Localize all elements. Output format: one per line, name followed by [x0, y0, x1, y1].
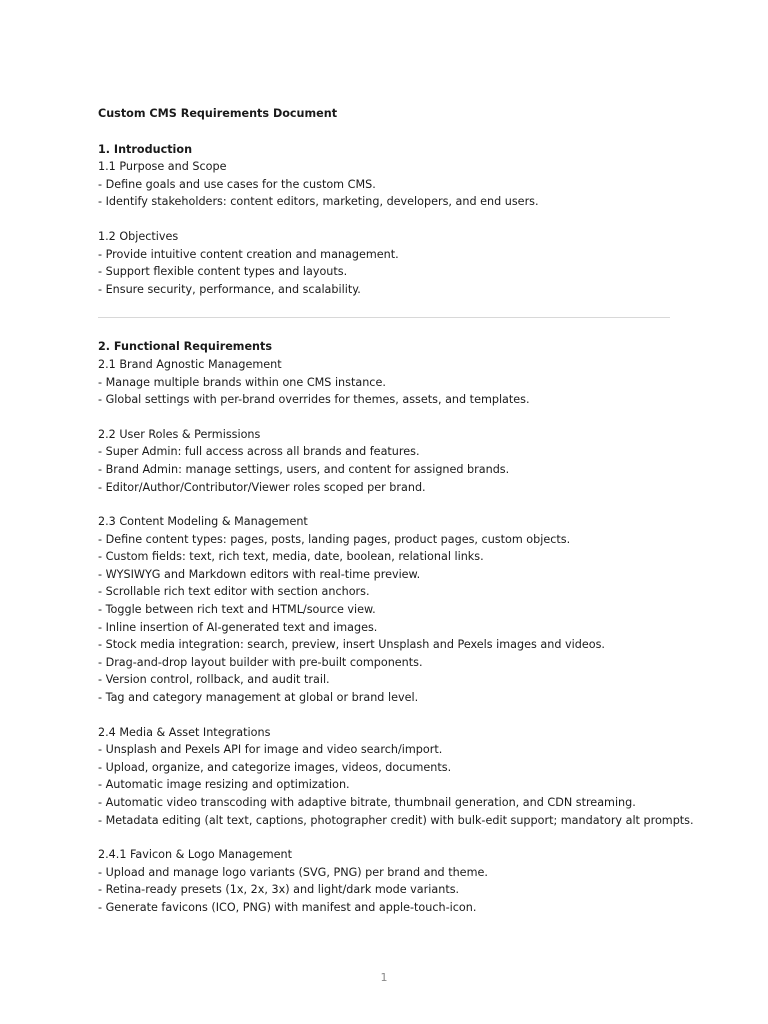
list-item: - Stock media integration: search, preview, insert Unsplash and Pexels images and videos.: [98, 638, 605, 652]
list-item: - Global settings with per-brand overrides for themes, assets, and templates.: [98, 393, 530, 407]
section-heading: 1. Introduction: [98, 142, 193, 156]
list-item: - Editor/Author/Contributor/Viewer roles scoped per brand.: [98, 480, 426, 494]
subsection-title: 1.2 Objectives: [98, 229, 179, 243]
page-number: 1: [380, 971, 388, 984]
subsection-objectives: [98, 228, 670, 298]
list-item: - Define goals and use cases for the custom CMS.: [98, 177, 376, 191]
section-divider: [98, 317, 670, 318]
list-item: - Automatic image resizing and optimization.: [98, 778, 350, 792]
list-item: - Custom fields: text, rich text, media, date, boolean, relational links.: [98, 550, 484, 564]
list-item: - WYSIWYG and Markdown editors with real-time preview.: [98, 567, 421, 581]
subsection-title: 2.4 Media & Asset Integrations: [98, 725, 271, 739]
section-functional-requirements: [98, 338, 694, 916]
list-item: - Metadata editing (alt text, captions, photographer credit) with bulk-edit support; mandatory alt prompts.: [98, 813, 694, 827]
subsection-brand-agnostic-management: [98, 356, 670, 409]
list-item: - Automatic video transcoding with adaptive bitrate, thumbnail generation, and CDN streaming.: [98, 796, 636, 809]
document-body: [98, 105, 694, 917]
list-item: - Toggle between rich text and HTML/source view.: [98, 603, 376, 617]
subsection-title: 2.4.1 Favicon & Logo Management: [98, 848, 293, 862]
list-item: - Upload, organize, and categorize images, videos, documents.: [98, 760, 452, 774]
list-item: - Unsplash and Pexels API for image and video search/import.: [98, 743, 443, 757]
subsection-title: 2.3 Content Modeling & Management: [98, 515, 308, 529]
subsection-title: 1.1 Purpose and Scope: [98, 160, 227, 174]
list-item: - Version control, rollback, and audit trail.: [98, 673, 330, 687]
list-item: - Tag and category management at global or brand level.: [98, 691, 419, 705]
subsection-title: 2.1 Brand Agnostic Management: [98, 357, 282, 371]
section-introduction: [98, 141, 670, 299]
list-item: - Define content types: pages, posts, landing pages, product pages, custom objects.: [98, 532, 571, 546]
list-item: - Manage multiple brands within one CMS instance.: [98, 375, 386, 389]
list-item: - Generate favicons (ICO, PNG) with manifest and apple-touch-icon.: [98, 900, 477, 914]
subsection-user-roles-permissions: [98, 426, 670, 496]
list-item: - Scrollable rich text editor with section anchors.: [98, 585, 370, 599]
document-title: Custom CMS Requirements Document: [98, 107, 338, 120]
list-item: - Super Admin: full access across all brands and features.: [98, 445, 420, 459]
list-item: - Support flexible content types and layouts.: [98, 265, 348, 279]
list-item: - Inline insertion of AI-generated text and images.: [98, 620, 378, 634]
subsection-favicon-logo-management: [98, 846, 670, 916]
list-item: - Identify stakeholders: content editors, marketing, developers, and end users.: [98, 195, 539, 209]
list-item: - Retina-ready presets (1x, 2x, 3x) and light/dark mode variants.: [98, 883, 460, 897]
subsection-content-modeling-management: [98, 513, 670, 707]
subsection-purpose-and-scope: [98, 158, 670, 211]
list-item: - Upload and manage logo variants (SVG, PNG) per brand and theme.: [98, 865, 488, 879]
subsection-title: 2.2 User Roles & Permissions: [98, 427, 261, 441]
list-item: - Ensure security, performance, and scalability.: [98, 282, 361, 296]
list-item: - Provide intuitive content creation and management.: [98, 247, 399, 261]
list-item: - Brand Admin: manage settings, users, and content for assigned brands.: [98, 462, 510, 476]
section-heading: 2. Functional Requirements: [98, 340, 273, 354]
list-item: - Drag-and-drop layout builder with pre-built components.: [98, 655, 423, 669]
subsection-media-asset-integrations: [98, 724, 694, 830]
